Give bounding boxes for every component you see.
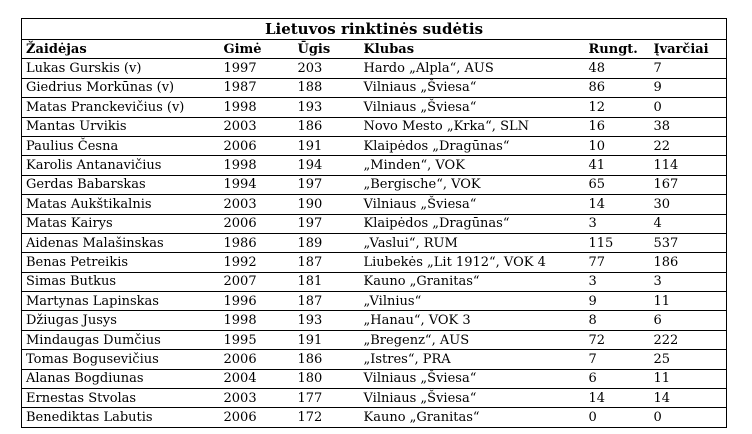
header-row bbox=[22, 40, 727, 59]
birth-year-cell: 2007 bbox=[220, 272, 294, 291]
goals-cell: 0 bbox=[650, 408, 727, 427]
goals-cell: 11 bbox=[650, 369, 727, 388]
birth-year-cell: 2006 bbox=[220, 214, 294, 233]
table-row bbox=[22, 214, 727, 233]
height-cell: 191 bbox=[294, 330, 360, 349]
table-row bbox=[22, 156, 727, 175]
goals-cell: 186 bbox=[650, 253, 727, 272]
club-cell: Vilniaus „Šviesa“ bbox=[360, 195, 585, 214]
height-cell: 187 bbox=[294, 253, 360, 272]
goals-cell: 30 bbox=[650, 195, 727, 214]
goals-cell: 167 bbox=[650, 175, 727, 194]
birth-year-cell: 2006 bbox=[220, 350, 294, 369]
birth-year-cell: 2003 bbox=[220, 389, 294, 408]
birth-year-cell: 2003 bbox=[220, 117, 294, 136]
games-cell: 72 bbox=[585, 330, 650, 349]
player-name-cell: Gerdas Babarskas bbox=[22, 175, 220, 194]
goals-cell: 22 bbox=[650, 136, 727, 155]
goals-cell: 7 bbox=[650, 59, 727, 78]
birth-year-cell: 1998 bbox=[220, 98, 294, 117]
table-row bbox=[22, 350, 727, 369]
table-row bbox=[22, 330, 727, 349]
games-cell: 14 bbox=[585, 195, 650, 214]
goals-cell: 9 bbox=[650, 78, 727, 97]
goals-cell: 537 bbox=[650, 233, 727, 252]
table-row bbox=[22, 292, 727, 311]
height-cell: 181 bbox=[294, 272, 360, 291]
title-row bbox=[22, 19, 727, 40]
height-cell: 186 bbox=[294, 350, 360, 369]
games-cell: 77 bbox=[585, 253, 650, 272]
player-name-cell: Karolis Antanavičius bbox=[22, 156, 220, 175]
table-row bbox=[22, 98, 727, 117]
height-cell: 186 bbox=[294, 117, 360, 136]
birth-year-cell: 1987 bbox=[220, 78, 294, 97]
player-name-cell: Lukas Gurskis (v) bbox=[22, 59, 220, 78]
club-cell: Vilniaus „Šviesa“ bbox=[360, 78, 585, 97]
height-cell: 190 bbox=[294, 195, 360, 214]
goals-cell: 14 bbox=[650, 389, 727, 408]
games-cell: 86 bbox=[585, 78, 650, 97]
games-cell: 10 bbox=[585, 136, 650, 155]
height-cell: 177 bbox=[294, 389, 360, 408]
birth-year-cell: 1998 bbox=[220, 311, 294, 330]
table-row bbox=[22, 78, 727, 97]
games-cell: 12 bbox=[585, 98, 650, 117]
height-cell: 189 bbox=[294, 233, 360, 252]
table-row bbox=[22, 408, 727, 427]
column-header-goals: Įvarčiai bbox=[650, 40, 727, 59]
column-header-club: Klubas bbox=[360, 40, 585, 59]
club-cell: „Minden“, VOK bbox=[360, 156, 585, 175]
club-cell: Kauno „Granitas“ bbox=[360, 408, 585, 427]
table-title: Lietuvos rinktinės sudėtis bbox=[22, 19, 727, 40]
games-cell: 8 bbox=[585, 311, 650, 330]
player-name-cell: Ernestas Stvolas bbox=[22, 389, 220, 408]
goals-cell: 3 bbox=[650, 272, 727, 291]
club-cell: „Hanau“, VOK 3 bbox=[360, 311, 585, 330]
player-name-cell: Paulius Česna bbox=[22, 136, 220, 155]
club-cell: „Vilnius“ bbox=[360, 292, 585, 311]
height-cell: 194 bbox=[294, 156, 360, 175]
club-cell: Vilniaus „Šviesa“ bbox=[360, 98, 585, 117]
table-row bbox=[22, 59, 727, 78]
club-cell: Klaipėdos „Dragūnas“ bbox=[360, 136, 585, 155]
roster-body bbox=[22, 59, 727, 427]
table-row bbox=[22, 233, 727, 252]
table-row bbox=[22, 136, 727, 155]
column-header-born: Gimė bbox=[220, 40, 294, 59]
height-cell: 197 bbox=[294, 175, 360, 194]
height-cell: 191 bbox=[294, 136, 360, 155]
goals-cell: 25 bbox=[650, 350, 727, 369]
roster-table bbox=[21, 18, 727, 428]
goals-cell: 38 bbox=[650, 117, 727, 136]
player-name-cell: Mindaugas Dumčius bbox=[22, 330, 220, 349]
games-cell: 9 bbox=[585, 292, 650, 311]
goals-cell: 11 bbox=[650, 292, 727, 311]
height-cell: 172 bbox=[294, 408, 360, 427]
table-row bbox=[22, 369, 727, 388]
column-header-height: Ūgis bbox=[294, 40, 360, 59]
height-cell: 193 bbox=[294, 98, 360, 117]
birth-year-cell: 1996 bbox=[220, 292, 294, 311]
games-cell: 115 bbox=[585, 233, 650, 252]
goals-cell: 0 bbox=[650, 98, 727, 117]
birth-year-cell: 1998 bbox=[220, 156, 294, 175]
games-cell: 3 bbox=[585, 272, 650, 291]
height-cell: 187 bbox=[294, 292, 360, 311]
birth-year-cell: 2006 bbox=[220, 408, 294, 427]
player-name-cell: Tomas Bogusevičius bbox=[22, 350, 220, 369]
goals-cell: 6 bbox=[650, 311, 727, 330]
height-cell: 193 bbox=[294, 311, 360, 330]
table-row bbox=[22, 117, 727, 136]
club-cell: Klaipėdos „Dragūnas“ bbox=[360, 214, 585, 233]
club-cell: „Vaslui“, RUM bbox=[360, 233, 585, 252]
player-name-cell: Džiugas Jusys bbox=[22, 311, 220, 330]
player-name-cell: Simas Butkus bbox=[22, 272, 220, 291]
club-cell: „Istres“, PRA bbox=[360, 350, 585, 369]
height-cell: 188 bbox=[294, 78, 360, 97]
column-header-player: Žaidėjas bbox=[22, 40, 220, 59]
table-row bbox=[22, 253, 727, 272]
club-cell: Novo Mesto „Krka“, SLN bbox=[360, 117, 585, 136]
birth-year-cell: 2004 bbox=[220, 369, 294, 388]
table-row bbox=[22, 272, 727, 291]
player-name-cell: Matas Aukštikalnis bbox=[22, 195, 220, 214]
club-cell: Vilniaus „Šviesa“ bbox=[360, 389, 585, 408]
table-row bbox=[22, 389, 727, 408]
goals-cell: 4 bbox=[650, 214, 727, 233]
player-name-cell: Benediktas Labutis bbox=[22, 408, 220, 427]
games-cell: 7 bbox=[585, 350, 650, 369]
games-cell: 48 bbox=[585, 59, 650, 78]
player-name-cell: Matas Kairys bbox=[22, 214, 220, 233]
height-cell: 180 bbox=[294, 369, 360, 388]
birth-year-cell: 1986 bbox=[220, 233, 294, 252]
column-header-games: Rungt. bbox=[585, 40, 650, 59]
club-cell: Liubekės „Lit 1912“, VOK 4 bbox=[360, 253, 585, 272]
goals-cell: 114 bbox=[650, 156, 727, 175]
birth-year-cell: 1992 bbox=[220, 253, 294, 272]
club-cell: Hardo „Alpla“, AUS bbox=[360, 59, 585, 78]
birth-year-cell: 1994 bbox=[220, 175, 294, 194]
player-name-cell: Mantas Urvikis bbox=[22, 117, 220, 136]
player-name-cell: Benas Petreikis bbox=[22, 253, 220, 272]
table-row bbox=[22, 175, 727, 194]
club-cell: Kauno „Granitas“ bbox=[360, 272, 585, 291]
games-cell: 0 bbox=[585, 408, 650, 427]
player-name-cell: Matas Pranckevičius (v) bbox=[22, 98, 220, 117]
height-cell: 197 bbox=[294, 214, 360, 233]
games-cell: 65 bbox=[585, 175, 650, 194]
games-cell: 41 bbox=[585, 156, 650, 175]
player-name-cell: Alanas Bogdiunas bbox=[22, 369, 220, 388]
club-cell: „Bergische“, VOK bbox=[360, 175, 585, 194]
club-cell: Vilniaus „Šviesa“ bbox=[360, 369, 585, 388]
goals-cell: 222 bbox=[650, 330, 727, 349]
club-cell: „Bregenz“, AUS bbox=[360, 330, 585, 349]
table-row bbox=[22, 311, 727, 330]
games-cell: 3 bbox=[585, 214, 650, 233]
height-cell: 203 bbox=[294, 59, 360, 78]
birth-year-cell: 2003 bbox=[220, 195, 294, 214]
player-name-cell: Martynas Lapinskas bbox=[22, 292, 220, 311]
birth-year-cell: 1995 bbox=[220, 330, 294, 349]
games-cell: 6 bbox=[585, 369, 650, 388]
birth-year-cell: 1997 bbox=[220, 59, 294, 78]
games-cell: 14 bbox=[585, 389, 650, 408]
games-cell: 16 bbox=[585, 117, 650, 136]
table-row bbox=[22, 195, 727, 214]
player-name-cell: Aidenas Malašinskas bbox=[22, 233, 220, 252]
birth-year-cell: 2006 bbox=[220, 136, 294, 155]
player-name-cell: Giedrius Morkūnas (v) bbox=[22, 78, 220, 97]
